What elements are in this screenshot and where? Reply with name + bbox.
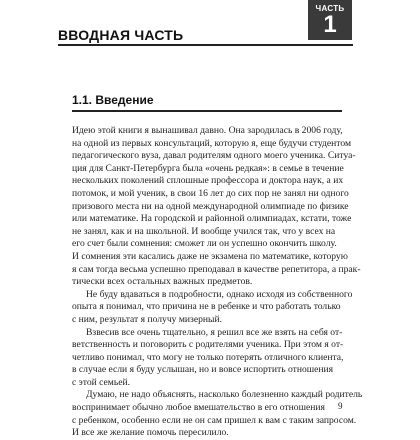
body-text (72, 125, 363, 440)
part-tab (308, 0, 352, 40)
text-line: педагогического вуза, давал родителям одного моего ученика. Ситуа- (72, 150, 356, 162)
chapter-title-underline (58, 44, 353, 46)
text-line: Взвесив все очень тщательно, я решил все же взять на себя от- (86, 326, 343, 338)
text-line: четливо понимал, что могу не только потерять отличного клиента, (72, 351, 344, 363)
chapter-title: ВВОДНАЯ ЧАСТЬ (58, 27, 184, 43)
paragraph (72, 288, 353, 327)
text-line: нескольких поколений сплошные профессора и доктора наук, а их (72, 175, 344, 187)
part-label: ЧАСТЬ (315, 4, 345, 13)
text-line: опыта я понимал, что причина не в ребенке и что работать только (72, 301, 341, 313)
text-line: ветственность и поговорить с родителями ученика. При этом я от- (72, 339, 344, 351)
text-line: И все же желание помочь пересилило. (72, 427, 229, 439)
text-line: Думаю, не надо объяснять, насколько болезненно каждый родитель (86, 389, 363, 401)
paragraph (72, 389, 363, 439)
text-line: в случае если я буду услышан, но и вовсе испортить отношения (72, 364, 334, 376)
text-line: потомок, и мой ученик, в свои 16 лет до сих пор не занял ни одного (72, 187, 349, 199)
text-line: Не буду вдаваться в подробности, однако исходя из собственного (86, 288, 353, 300)
text-line: с ребенком, особенно если не он сам пришел к вам с таким запросом. (72, 414, 357, 426)
section-title: 1.1. Введение (72, 93, 154, 107)
text-line: с ним, результат я получу мизерный. (72, 313, 223, 325)
text-line: я сам тогда весьма успешно преподавал в качестве репетитора, а прак- (72, 263, 361, 275)
part-number: 1 (323, 11, 337, 38)
text-line: на одной из первых консультаций, которую я, еще будучи студентом (72, 137, 352, 149)
text-line: воспринимает обычно любое вмешательство в его отношения (72, 402, 325, 414)
paragraph (72, 125, 361, 289)
text-line: тически всех остальных важных предметов. (72, 276, 253, 288)
text-line: с этой семьей. (72, 376, 131, 388)
paragraph (72, 327, 350, 390)
text-line: или математике. На городской и районной олимпиадах, кстати, тоже (72, 213, 352, 225)
section-title-underline (72, 110, 342, 112)
text-line: призового места ни на одной международной олимпиаде по физике (72, 200, 349, 212)
text-line: его счет были сомнения: сможет ли он успешно окончить школу. (72, 238, 337, 250)
text-line: И сомнения эти касались даже не экзамена по математике, которую (72, 250, 348, 262)
text-line: ция для Санкт-Петербурга была «очень редкая»: в семье в течение (72, 162, 344, 174)
page-number: 9 (338, 401, 343, 411)
text-line: не занял, как и на школьной. И вообще учился так, что у всех на (72, 225, 336, 237)
text-line: Идею этой книги я вынашивал давно. Она зародилась в 2006 году, (72, 125, 343, 136)
